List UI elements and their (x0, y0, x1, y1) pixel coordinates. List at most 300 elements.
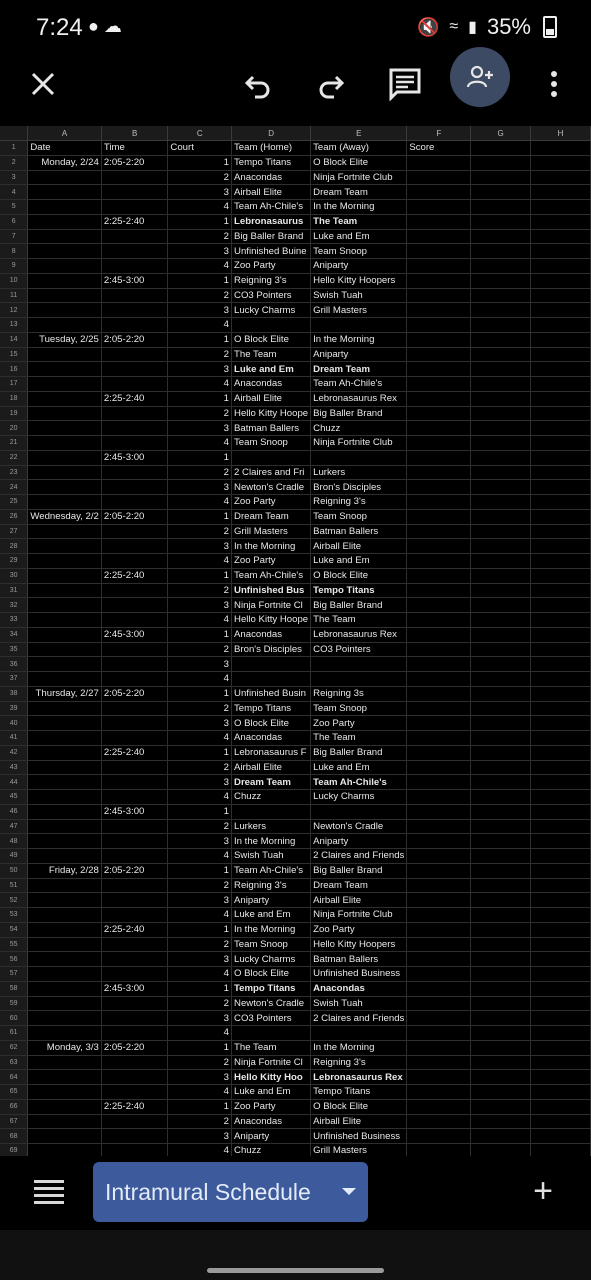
cell[interactable] (407, 745, 471, 760)
cell[interactable]: O Block Elite (232, 967, 311, 982)
cell[interactable]: Batman Ballers (311, 524, 407, 539)
cell[interactable]: In the Morning (232, 539, 311, 554)
cell[interactable]: 4 (168, 849, 232, 864)
cell[interactable] (101, 878, 168, 893)
cell[interactable] (407, 1055, 471, 1070)
row-header[interactable]: 47 (0, 819, 28, 834)
corner-cell[interactable] (0, 126, 28, 141)
cell[interactable] (531, 642, 591, 657)
cell[interactable]: Hello Kitty Hoopers (311, 273, 407, 288)
cell[interactable]: Bron's Disciples (232, 642, 311, 657)
cell[interactable] (407, 849, 471, 864)
cell[interactable] (28, 170, 101, 185)
cell[interactable] (407, 436, 471, 451)
cell[interactable]: 1 (168, 804, 232, 819)
cell[interactable]: 4 (168, 377, 232, 392)
cell[interactable] (471, 981, 531, 996)
cell[interactable]: Zoo Party (311, 922, 407, 937)
cell[interactable]: Anacondas (232, 731, 311, 746)
cell[interactable] (407, 524, 471, 539)
cell[interactable]: Lucky Charms (311, 790, 407, 805)
cell[interactable] (28, 1129, 101, 1144)
cell[interactable] (101, 672, 168, 687)
cell[interactable] (531, 259, 591, 274)
cell[interactable]: Luke and Em (311, 229, 407, 244)
cell[interactable] (471, 1129, 531, 1144)
cell[interactable] (531, 849, 591, 864)
cell[interactable]: 3 (168, 1129, 232, 1144)
cell[interactable]: 2 (168, 878, 232, 893)
row-header[interactable]: 3 (0, 170, 28, 185)
row-header[interactable]: 21 (0, 436, 28, 451)
column-header-g[interactable]: G (471, 126, 531, 141)
sheet-tab[interactable] (93, 1162, 368, 1222)
row-header[interactable]: 68 (0, 1129, 28, 1144)
cell[interactable] (407, 288, 471, 303)
cell[interactable] (407, 1040, 471, 1055)
cell[interactable]: 3 (168, 421, 232, 436)
cell[interactable] (407, 214, 471, 229)
cell[interactable] (101, 495, 168, 510)
cell[interactable] (101, 480, 168, 495)
row-header[interactable]: 69 (0, 1144, 28, 1157)
cell[interactable]: Lebronasaurus (232, 214, 311, 229)
cell[interactable] (101, 760, 168, 775)
cell[interactable]: 3 (168, 185, 232, 200)
cell[interactable]: 2:45-3:00 (101, 273, 168, 288)
cell[interactable]: 3 (168, 244, 232, 259)
cell[interactable] (471, 760, 531, 775)
cell[interactable]: Ninja Fortnite Club (311, 170, 407, 185)
cell[interactable] (471, 273, 531, 288)
cell[interactable] (28, 834, 101, 849)
cell[interactable]: Airball Elite (232, 185, 311, 200)
row-header[interactable]: 59 (0, 996, 28, 1011)
cell[interactable] (407, 613, 471, 628)
cell[interactable] (407, 568, 471, 583)
row-header[interactable]: 34 (0, 627, 28, 642)
cell[interactable] (531, 598, 591, 613)
cell[interactable] (101, 362, 168, 377)
cell[interactable] (101, 819, 168, 834)
cell[interactable] (28, 480, 101, 495)
cell[interactable]: 2 (168, 701, 232, 716)
cell[interactable] (407, 598, 471, 613)
cell[interactable] (471, 745, 531, 760)
row-header[interactable]: 14 (0, 332, 28, 347)
cell[interactable]: Airball Elite (311, 1114, 407, 1129)
cell[interactable] (471, 849, 531, 864)
cell[interactable] (28, 568, 101, 583)
column-header-f[interactable]: F (407, 126, 471, 141)
cell[interactable] (28, 804, 101, 819)
cell[interactable]: Aniparty (311, 347, 407, 362)
cell[interactable]: 1 (168, 214, 232, 229)
cell[interactable] (28, 952, 101, 967)
cell[interactable] (531, 672, 591, 687)
cell[interactable] (471, 922, 531, 937)
cell[interactable] (407, 421, 471, 436)
cell[interactable]: Team Snoop (311, 701, 407, 716)
cell[interactable] (531, 273, 591, 288)
cell[interactable]: 4 (168, 1085, 232, 1100)
cell[interactable] (531, 155, 591, 170)
cell[interactable] (471, 893, 531, 908)
cell[interactable] (531, 1129, 591, 1144)
cell[interactable]: 2:05-2:20 (101, 1040, 168, 1055)
cell[interactable] (471, 908, 531, 923)
cell[interactable]: Unfinished Business (311, 1129, 407, 1144)
cell[interactable] (232, 804, 311, 819)
cell[interactable] (471, 480, 531, 495)
cell[interactable] (101, 908, 168, 923)
cell[interactable]: Tempo Titans (311, 583, 407, 598)
cell[interactable] (101, 613, 168, 628)
cell[interactable] (531, 554, 591, 569)
cell[interactable]: 2:05-2:20 (101, 686, 168, 701)
cell[interactable]: 1 (168, 155, 232, 170)
cell[interactable] (531, 893, 591, 908)
cell[interactable] (471, 775, 531, 790)
cell[interactable]: 1 (168, 332, 232, 347)
cell[interactable] (101, 657, 168, 672)
cell[interactable] (101, 716, 168, 731)
cell[interactable] (407, 465, 471, 480)
cell[interactable]: 4 (168, 200, 232, 215)
cell[interactable]: Lurkers (311, 465, 407, 480)
cell[interactable] (101, 303, 168, 318)
spreadsheet-table[interactable] (0, 126, 591, 1156)
cell[interactable]: Anacondas (311, 981, 407, 996)
cell[interactable] (311, 804, 407, 819)
cell[interactable] (531, 332, 591, 347)
cell[interactable]: 4 (168, 613, 232, 628)
cell[interactable]: Big Baller Brand (311, 745, 407, 760)
cell[interactable] (471, 878, 531, 893)
cell[interactable] (311, 672, 407, 687)
cell[interactable]: Big Baller Brand (232, 229, 311, 244)
cell[interactable] (471, 185, 531, 200)
more-vert-icon[interactable] (530, 60, 578, 108)
row-header[interactable]: 10 (0, 273, 28, 288)
cell[interactable] (531, 731, 591, 746)
cell[interactable] (232, 1026, 311, 1041)
column-header-a[interactable]: A (28, 126, 101, 141)
cell[interactable] (28, 1114, 101, 1129)
cell[interactable] (471, 937, 531, 952)
cell[interactable] (28, 642, 101, 657)
cell[interactable] (471, 583, 531, 598)
cell[interactable]: Tempo Titans (232, 981, 311, 996)
cell[interactable] (311, 318, 407, 333)
cell[interactable]: 2 (168, 760, 232, 775)
cell[interactable]: 3 (168, 480, 232, 495)
cell[interactable] (311, 450, 407, 465)
row-header[interactable]: 23 (0, 465, 28, 480)
cell[interactable] (407, 1114, 471, 1129)
cell[interactable] (407, 170, 471, 185)
cell[interactable] (471, 495, 531, 510)
cell[interactable]: Team Ah-Chile's (232, 200, 311, 215)
cell[interactable]: Hello Kitty Hoopers (311, 937, 407, 952)
cell[interactable] (232, 657, 311, 672)
cell[interactable] (28, 878, 101, 893)
cell[interactable] (407, 303, 471, 318)
cell[interactable]: Reigning 3s (311, 686, 407, 701)
row-header[interactable]: 19 (0, 406, 28, 421)
cell[interactable] (28, 185, 101, 200)
cell[interactable]: 2 (168, 583, 232, 598)
row-header[interactable]: 51 (0, 878, 28, 893)
cell[interactable]: 1 (168, 1099, 232, 1114)
cell[interactable] (471, 554, 531, 569)
cell[interactable] (531, 834, 591, 849)
cell[interactable] (311, 1026, 407, 1041)
cell[interactable] (232, 450, 311, 465)
cell[interactable]: 2:25-2:40 (101, 1099, 168, 1114)
cell[interactable] (407, 406, 471, 421)
cell[interactable] (28, 1055, 101, 1070)
cell[interactable] (531, 244, 591, 259)
cell[interactable]: Dream Team (232, 509, 311, 524)
cell[interactable] (471, 790, 531, 805)
cell[interactable]: Zoo Party (232, 554, 311, 569)
cell[interactable]: 2:25-2:40 (101, 568, 168, 583)
row-header[interactable]: 7 (0, 229, 28, 244)
cell[interactable] (471, 1099, 531, 1114)
cell[interactable]: Team (Away) (311, 141, 407, 156)
cell[interactable] (531, 347, 591, 362)
cell[interactable] (407, 229, 471, 244)
row-header[interactable]: 64 (0, 1070, 28, 1085)
close-icon[interactable] (19, 60, 67, 108)
cell[interactable]: 2 (168, 524, 232, 539)
cell[interactable]: The Team (311, 731, 407, 746)
cell[interactable] (407, 775, 471, 790)
cell[interactable] (471, 377, 531, 392)
cell[interactable] (407, 362, 471, 377)
cell[interactable] (407, 1011, 471, 1026)
cell[interactable]: Luke and Em (311, 554, 407, 569)
cell[interactable] (407, 686, 471, 701)
cell[interactable]: In the Morning (311, 332, 407, 347)
cell[interactable]: 3 (168, 952, 232, 967)
cell[interactable] (471, 347, 531, 362)
cell[interactable] (101, 598, 168, 613)
cell[interactable]: 3 (168, 834, 232, 849)
cell[interactable] (28, 377, 101, 392)
cell[interactable]: 4 (168, 790, 232, 805)
cell[interactable]: Grill Masters (232, 524, 311, 539)
cell[interactable] (28, 981, 101, 996)
cell[interactable]: Aniparty (311, 834, 407, 849)
cell[interactable]: The Team (311, 214, 407, 229)
cell[interactable]: Anacondas (232, 377, 311, 392)
cell[interactable] (471, 863, 531, 878)
share-person-add-icon[interactable] (450, 47, 510, 107)
cell[interactable]: Zoo Party (232, 495, 311, 510)
cell[interactable] (531, 1026, 591, 1041)
cell[interactable] (471, 141, 531, 156)
cell[interactable] (471, 1040, 531, 1055)
cell[interactable]: The Team (232, 347, 311, 362)
cell[interactable] (471, 524, 531, 539)
cell[interactable] (471, 627, 531, 642)
cell[interactable] (101, 377, 168, 392)
cell[interactable] (471, 465, 531, 480)
cell[interactable] (28, 1011, 101, 1026)
cell[interactable]: Reigning 3's (232, 878, 311, 893)
cell[interactable]: Chuzz (311, 421, 407, 436)
cell[interactable] (101, 1144, 168, 1157)
cell[interactable]: 3 (168, 539, 232, 554)
row-header[interactable]: 36 (0, 657, 28, 672)
cell[interactable] (531, 981, 591, 996)
cell[interactable]: Hello Kitty Hoope (232, 613, 311, 628)
column-header-c[interactable]: C (168, 126, 232, 141)
cell[interactable]: In the Morning (232, 834, 311, 849)
row-header[interactable]: 4 (0, 185, 28, 200)
cell[interactable] (101, 421, 168, 436)
cell[interactable]: Grill Masters (311, 1144, 407, 1157)
cell[interactable] (407, 155, 471, 170)
cell[interactable] (407, 1144, 471, 1157)
cell[interactable] (531, 657, 591, 672)
cell[interactable] (101, 554, 168, 569)
cell[interactable]: Team Ah-Chile's (311, 775, 407, 790)
cell[interactable] (101, 318, 168, 333)
cell[interactable] (28, 775, 101, 790)
cell[interactable] (471, 834, 531, 849)
row-header[interactable]: 44 (0, 775, 28, 790)
cell[interactable] (101, 967, 168, 982)
cell[interactable] (407, 554, 471, 569)
cell[interactable] (471, 332, 531, 347)
cell[interactable]: 2 (168, 937, 232, 952)
column-header-d[interactable]: D (232, 126, 311, 141)
cell[interactable] (471, 509, 531, 524)
cell[interactable] (101, 1129, 168, 1144)
cell[interactable]: Chuzz (232, 790, 311, 805)
cell[interactable] (531, 1099, 591, 1114)
cell[interactable]: O Block Elite (311, 155, 407, 170)
cell[interactable] (407, 981, 471, 996)
cell[interactable] (28, 967, 101, 982)
cell[interactable] (471, 318, 531, 333)
cell[interactable]: Dream Team (311, 362, 407, 377)
cell[interactable] (101, 259, 168, 274)
cell[interactable] (28, 524, 101, 539)
cell[interactable]: Team Snoop (311, 509, 407, 524)
cell[interactable]: Wednesday, 2/2 (28, 509, 101, 524)
row-header[interactable]: 63 (0, 1055, 28, 1070)
cell[interactable] (471, 731, 531, 746)
cell[interactable] (28, 421, 101, 436)
cell[interactable]: Dream Team (311, 878, 407, 893)
row-header[interactable]: 38 (0, 686, 28, 701)
cell[interactable]: 2:45-3:00 (101, 450, 168, 465)
row-header[interactable]: 30 (0, 568, 28, 583)
cell[interactable] (28, 436, 101, 451)
cell[interactable] (28, 1144, 101, 1157)
cell[interactable]: Team (Home) (232, 141, 311, 156)
cell[interactable]: Score (407, 141, 471, 156)
cell[interactable]: Ninja Fortnite Cl (232, 1055, 311, 1070)
cell[interactable]: 2:25-2:40 (101, 922, 168, 937)
cell[interactable]: Airball Elite (311, 893, 407, 908)
cell[interactable]: 2 Claires and Friends (311, 1011, 407, 1026)
cell[interactable] (531, 790, 591, 805)
cell[interactable] (101, 170, 168, 185)
cell[interactable] (531, 1055, 591, 1070)
cell[interactable] (407, 804, 471, 819)
add-sheet-icon[interactable]: + (533, 1172, 553, 1210)
cell[interactable] (531, 613, 591, 628)
cell[interactable] (407, 1129, 471, 1144)
cell[interactable] (407, 509, 471, 524)
cell[interactable]: 3 (168, 598, 232, 613)
cell[interactable]: 1 (168, 863, 232, 878)
cell[interactable]: Lucky Charms (232, 303, 311, 318)
cell[interactable]: Big Baller Brand (311, 598, 407, 613)
cell[interactable]: 1 (168, 450, 232, 465)
cell[interactable] (531, 922, 591, 937)
cell[interactable]: Monday, 2/24 (28, 155, 101, 170)
cell[interactable]: Unfinished Bus (232, 583, 311, 598)
cell[interactable] (531, 716, 591, 731)
cell[interactable]: Hello Kitty Hoope (232, 406, 311, 421)
cell[interactable]: 2:05-2:20 (101, 155, 168, 170)
cell[interactable] (531, 686, 591, 701)
row-header[interactable]: 46 (0, 804, 28, 819)
cell[interactable]: 2:45-3:00 (101, 627, 168, 642)
cell[interactable]: Aniparty (232, 1129, 311, 1144)
row-header[interactable]: 58 (0, 981, 28, 996)
cell[interactable] (531, 214, 591, 229)
cell[interactable] (28, 495, 101, 510)
cell[interactable]: Friday, 2/28 (28, 863, 101, 878)
cell[interactable]: Newton's Cradle (232, 996, 311, 1011)
cell[interactable]: 1 (168, 981, 232, 996)
cell[interactable] (407, 185, 471, 200)
cell[interactable] (28, 598, 101, 613)
cell[interactable]: 4 (168, 318, 232, 333)
cell[interactable]: Aniparty (232, 893, 311, 908)
row-header[interactable]: 25 (0, 495, 28, 510)
cell[interactable] (28, 465, 101, 480)
cell[interactable] (531, 185, 591, 200)
spreadsheet-grid[interactable] (0, 126, 591, 1156)
cell[interactable]: Luke and Em (232, 1085, 311, 1100)
cell[interactable] (407, 937, 471, 952)
cell[interactable] (101, 1026, 168, 1041)
cell[interactable] (531, 967, 591, 982)
cell[interactable] (471, 288, 531, 303)
cell[interactable]: Reigning 3's (311, 495, 407, 510)
cell[interactable] (407, 1026, 471, 1041)
cell[interactable] (471, 450, 531, 465)
cell[interactable]: 2 (168, 465, 232, 480)
cell[interactable] (471, 598, 531, 613)
cell[interactable]: O Block Elite (232, 332, 311, 347)
undo-icon[interactable] (234, 60, 282, 108)
cell[interactable] (407, 716, 471, 731)
cell[interactable] (407, 377, 471, 392)
row-header[interactable]: 12 (0, 303, 28, 318)
cell[interactable]: 2 (168, 819, 232, 834)
cell[interactable] (531, 952, 591, 967)
cell[interactable]: Reigning 3's (232, 273, 311, 288)
